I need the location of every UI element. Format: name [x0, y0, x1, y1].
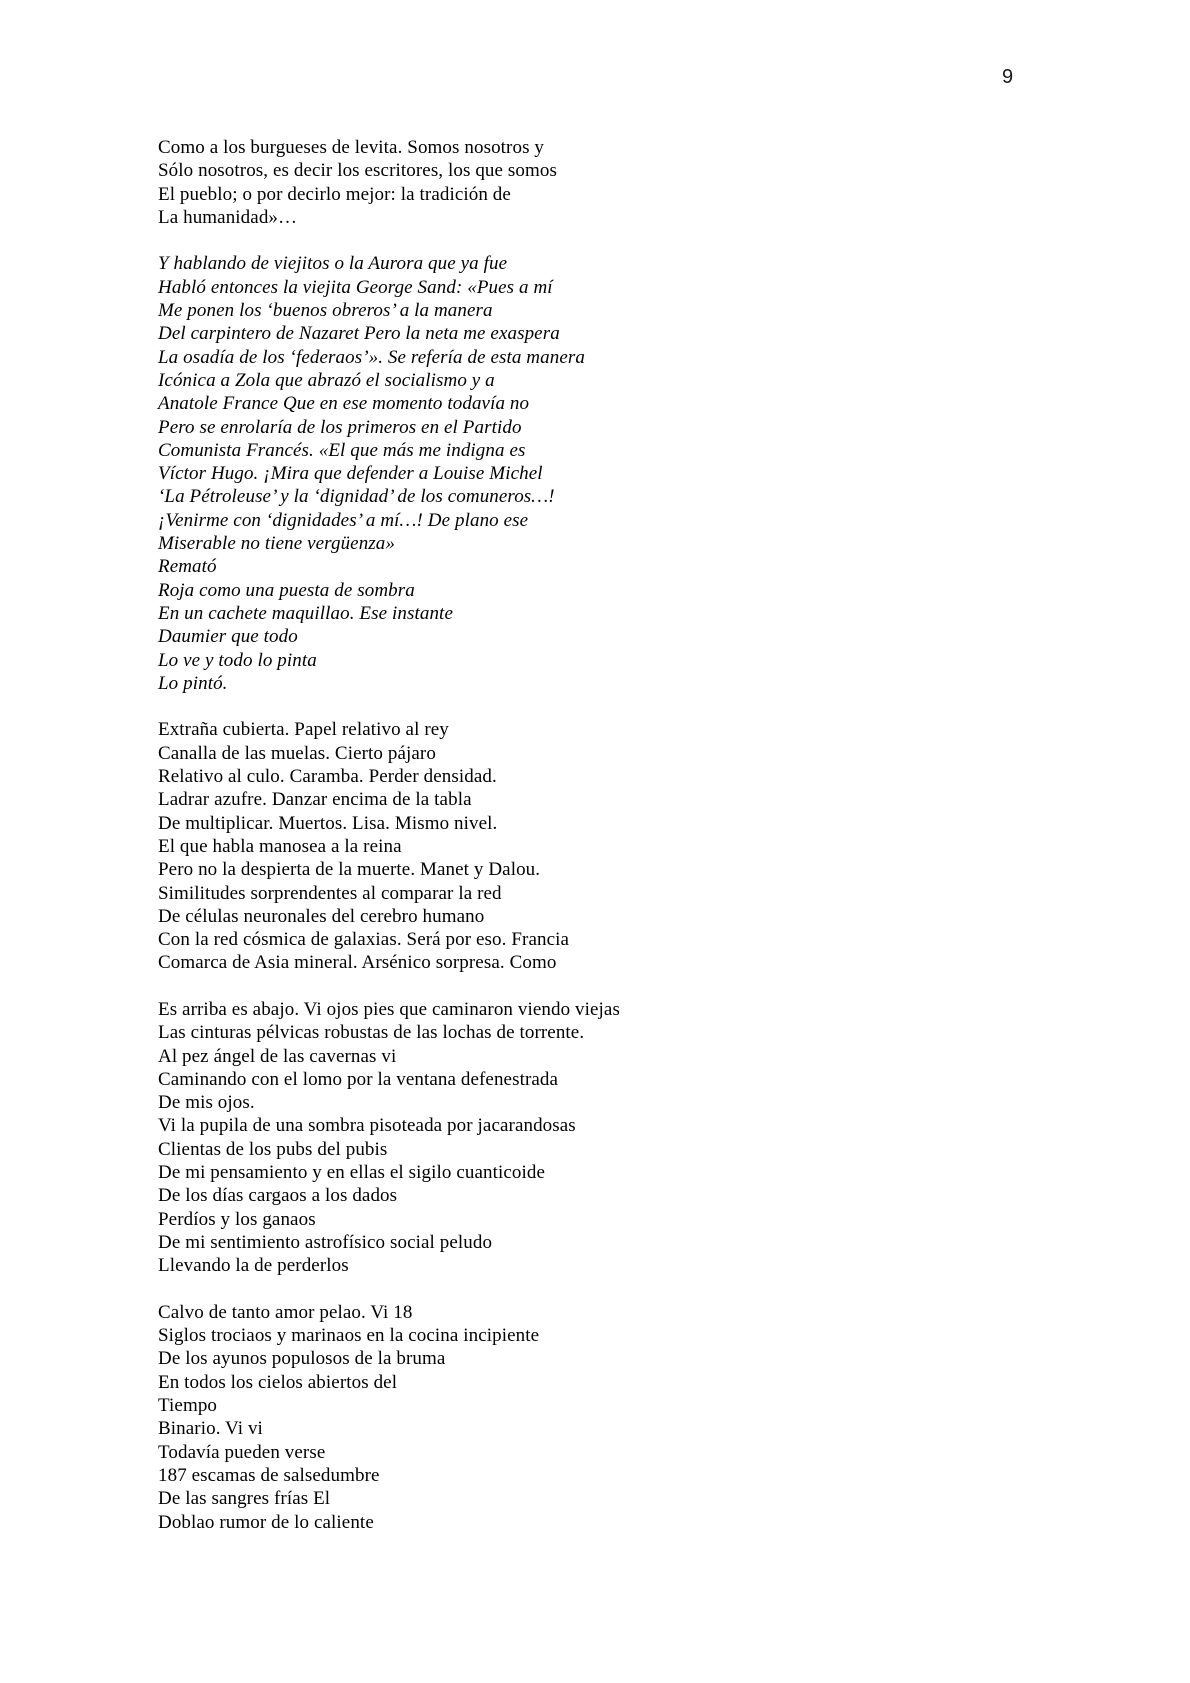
poem-line: Lo pintó. — [158, 672, 228, 694]
poem-line: Roja como una puesta de sombra — [158, 579, 415, 601]
poem-line: Al pez ángel de las cavernas vi — [158, 1045, 397, 1067]
poem-line: Doblao rumor de lo caliente — [158, 1511, 374, 1533]
poem-line: Es arriba es abajo. Vi ojos pies que caminaron viendo viejas — [158, 998, 620, 1020]
poem-line: De los días cargaos a los dados — [158, 1185, 398, 1207]
poem-line: Similitudes sorprendentes al comparar la red — [158, 882, 502, 904]
poem-line: De multiplicar. Muertos. Lisa. Mismo nivel. — [158, 812, 498, 834]
poem-line: Llevando la de perderlos — [158, 1255, 349, 1277]
poem-line: De mi pensamiento y en ellas el sigilo cuanticoide — [158, 1162, 546, 1184]
poem-line: Remató — [158, 556, 217, 578]
poem-line: Siglos trociaos y marinaos en la cocina incipiente — [158, 1325, 540, 1347]
poem-line: Lo ve y todo lo pinta — [158, 649, 317, 671]
poem-line: Miserable no tiene vergüenza» — [158, 533, 395, 555]
poem-line: Las cinturas pélvicas robustas de las lochas de torrente. — [158, 1022, 585, 1044]
poem-line: Tiempo — [158, 1395, 218, 1417]
poem-line: La humanidad»… — [158, 206, 298, 228]
poem-line: Me ponen los ‘buenos obreros’ a la manera — [158, 300, 493, 322]
poem-line: Vi la pupila de una sombra pisoteada por jacarandosas — [158, 1115, 576, 1137]
poem-line: El pueblo; o por decirlo mejor: la tradición de — [158, 183, 511, 205]
stanza — [158, 1301, 1038, 1534]
poem-line: Pero se enrolaría de los primeros en el Partido — [158, 416, 522, 438]
poem-line: Daumier que todo — [158, 626, 298, 648]
stanza — [158, 998, 1038, 1278]
poem-line: De células neuronales del cerebro humano — [158, 905, 485, 927]
poem-line: En todos los cielos abiertos del — [158, 1371, 398, 1393]
poem-line: Sólo nosotros, es decir los escritores, los que somos — [158, 160, 557, 182]
poem-line: Todavía pueden verse — [158, 1441, 326, 1463]
poem-line: ‘La Pétroleuse’ y la ‘dignidad’ de los comuneros…! — [158, 486, 555, 508]
poem-line: Binario. Vi vi — [158, 1418, 263, 1440]
poem-line: ¡Venirme con ‘dignidades’ a mí…! De plano ese — [158, 509, 529, 531]
poem-line: Con la red cósmica de galaxias. Será por eso. Francia — [158, 929, 570, 951]
poem-line: De las sangres frías El — [158, 1488, 331, 1510]
stanza — [158, 718, 1038, 974]
poem-line: Icónica a Zola que abrazó el socialismo y a — [158, 369, 495, 391]
poem-line: Extraña cubierta. Papel relativo al rey — [158, 719, 449, 741]
poem-line: Anatole France Que en ese momento todavía no — [158, 393, 530, 415]
poem-line: Comunista Francés. «El que más me indigna es — [158, 439, 526, 461]
poem-line: 187 escamas de salsedumbre — [158, 1464, 380, 1486]
poem-line: Del carpintero de Nazaret Pero la neta me exaspera — [158, 323, 560, 345]
poem-line: De mis ojos. — [158, 1092, 255, 1114]
poem-line: Calvo de tanto amor pelao. Vi 18 — [158, 1301, 413, 1323]
stanza — [158, 252, 1038, 695]
poem-line: Ladrar azufre. Danzar encima de la tabla — [158, 789, 472, 811]
poem-line: Víctor Hugo. ¡Mira que defender a Louise Michel — [158, 463, 543, 485]
poem-line: El que habla manosea a la reina — [158, 835, 402, 857]
poem-line: Como a los burgueses de levita. Somos nosotros y — [158, 137, 545, 158]
poem-line: Habló entonces la viejita George Sand: «Pues a mí — [158, 276, 553, 298]
poem-line: De los ayunos populosos de la bruma — [158, 1348, 446, 1370]
poem-line: De mi sentimiento astrofísico social peludo — [158, 1231, 493, 1253]
poem-line: Pero no la despierta de la muerte. Manet y Dalou. — [158, 859, 541, 881]
poem-line: Caminando con el lomo por la ventana defenestrada — [158, 1068, 559, 1090]
poem-line: Relativo al culo. Caramba. Perder densidad. — [158, 766, 497, 788]
poem-line: Comarca de Asia mineral. Arsénico sorpresa. Como — [158, 952, 557, 974]
poem-line: Y hablando de viejitos o la Aurora que ya fue — [158, 253, 508, 275]
stanza — [158, 136, 1038, 229]
poem-line: Canalla de las muelas. Cierto pájaro — [158, 742, 436, 764]
poem-line: Perdíos y los ganaos — [158, 1208, 316, 1230]
page-number: 9 — [1002, 66, 1014, 88]
poem-line: En un cachete maquillao. Ese instante — [158, 602, 453, 624]
poem-line: Clientas de los pubs del pubis — [158, 1138, 388, 1160]
poem-body — [158, 136, 1038, 1557]
poem-line: La osadía de los ‘federaos’». Se refería de esta manera — [158, 346, 585, 368]
